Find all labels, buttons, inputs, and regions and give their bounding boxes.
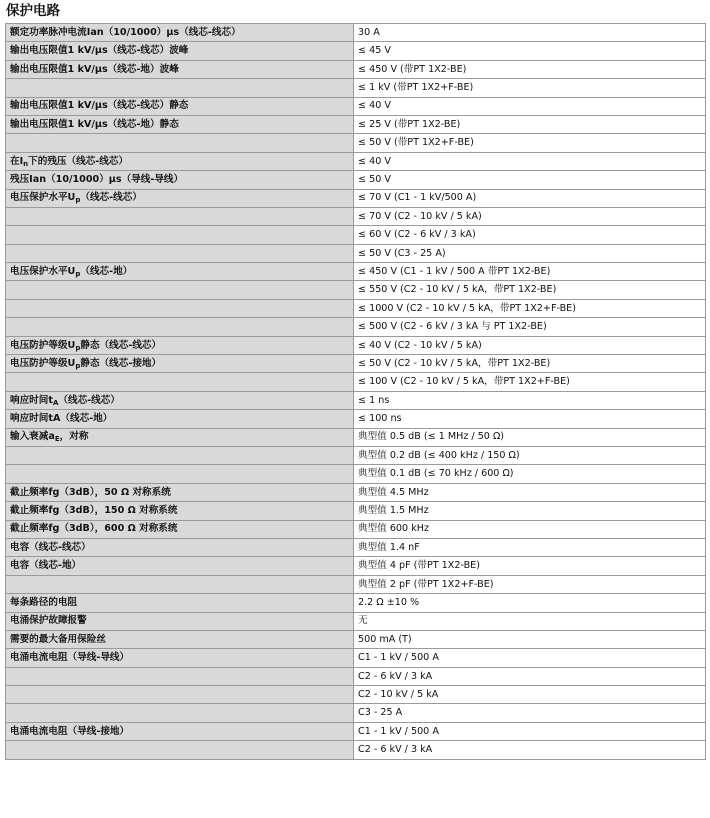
- spec-value: ≤ 50 V (C3 - 25 A): [354, 244, 706, 262]
- spec-value: ≤ 40 V (C2 - 10 kV / 5 kA): [354, 336, 706, 354]
- spec-value: ≤ 1 ns: [354, 391, 706, 409]
- spec-value: 500 mA (T): [354, 630, 706, 648]
- spec-value: 无: [354, 612, 706, 630]
- spec-table: [5, 23, 706, 760]
- spec-label: [6, 336, 354, 354]
- spec-value: 典型值 0.1 dB (≤ 70 kHz / 600 Ω): [354, 465, 706, 483]
- spec-value: ≤ 50 V (C2 - 10 kV / 5 kA，带PT 1X2-BE): [354, 355, 706, 373]
- spec-value: 典型值 0.2 dB (≤ 400 kHz / 150 Ω): [354, 446, 706, 464]
- spec-label-suffix: （线芯-地）: [80, 265, 133, 277]
- spec-value: ≤ 45 V: [354, 42, 706, 60]
- spec-label-subscript: n: [23, 159, 29, 168]
- spec-value: 典型值 4.5 MHz: [354, 483, 706, 501]
- spec-value: ≤ 50 V (带PT 1X2+F-BE): [354, 134, 706, 152]
- spec-label-subscript: p: [75, 343, 81, 352]
- spec-value: C2 - 6 kV / 3 kA: [354, 667, 706, 685]
- table-row: [6, 373, 706, 391]
- table-row: [6, 722, 706, 740]
- spec-label-suffix: 静态（线芯-接地）: [80, 357, 162, 369]
- spec-label: [6, 649, 354, 667]
- spec-value: ≤ 100 ns: [354, 410, 706, 428]
- table-row: [6, 97, 706, 115]
- table-row: [6, 557, 706, 575]
- spec-label: [6, 483, 354, 501]
- spec-value: 典型值 1.4 nF: [354, 538, 706, 556]
- spec-value: ≤ 25 V (带PT 1X2-BE): [354, 115, 706, 133]
- spec-label-suffix: （线芯-线芯）: [58, 394, 120, 406]
- spec-label-text: 电压保护水平U: [10, 265, 76, 277]
- spec-label: [6, 446, 354, 464]
- spec-label-suffix: （线芯-线芯）: [80, 192, 142, 204]
- spec-label-text: 输出电压限值1 kV/μs（线芯-地）波峰: [10, 63, 179, 75]
- table-row: [6, 79, 706, 97]
- spec-value: ≤ 450 V (带PT 1X2-BE): [354, 60, 706, 78]
- table-row: [6, 115, 706, 133]
- table-row: [6, 649, 706, 667]
- table-row: [6, 318, 706, 336]
- spec-label-subscript: p: [75, 269, 81, 278]
- table-row: [6, 741, 706, 759]
- table-row: [6, 465, 706, 483]
- spec-value: ≤ 550 V (C2 - 10 kV / 5 kA，带PT 1X2-BE): [354, 281, 706, 299]
- spec-label: [6, 134, 354, 152]
- table-row: [6, 355, 706, 373]
- spec-label: [6, 24, 354, 42]
- spec-label-text: 电压防护等级U: [10, 357, 76, 369]
- spec-label: [6, 741, 354, 759]
- spec-label: [6, 465, 354, 483]
- spec-value: ≤ 40 V: [354, 97, 706, 115]
- spec-value: ≤ 70 V (C1 - 1 kV/500 A): [354, 189, 706, 207]
- spec-value: 典型值 600 kHz: [354, 520, 706, 538]
- spec-label-text: 响应时间t: [10, 394, 53, 406]
- spec-label-text: 电容（线芯-地）: [10, 560, 82, 572]
- spec-value: 典型值 1.5 MHz: [354, 502, 706, 520]
- table-row: [6, 538, 706, 556]
- spec-label-text: 截止频率fg（3dB），50 Ω 对称系统: [10, 486, 171, 498]
- spec-label-text: 电涌电流电阻（导线-导线）: [10, 652, 130, 664]
- spec-value: C1 - 1 kV / 500 A: [354, 722, 706, 740]
- table-row: [6, 410, 706, 428]
- table-row: [6, 704, 706, 722]
- spec-label-text: 截止频率fg（3dB），600 Ω 对称系统: [10, 523, 178, 535]
- spec-label: [6, 263, 354, 281]
- table-row: [6, 391, 706, 409]
- spec-value: C2 - 10 kV / 5 kA: [354, 686, 706, 704]
- spec-label-text: 电容（线芯-线芯）: [10, 541, 91, 553]
- spec-label: [6, 612, 354, 630]
- spec-label: [6, 97, 354, 115]
- spec-label-subscript: E: [54, 435, 60, 444]
- table-row: [6, 244, 706, 262]
- table-row: [6, 171, 706, 189]
- spec-value: ≤ 1000 V (C2 - 10 kV / 5 kA，带PT 1X2+F-BE): [354, 299, 706, 317]
- spec-label: [6, 722, 354, 740]
- spec-value: C1 - 1 kV / 500 A: [354, 649, 706, 667]
- spec-label-suffix: 静态（线芯-线芯）: [80, 339, 162, 351]
- spec-label: [6, 355, 354, 373]
- table-row: [6, 667, 706, 685]
- spec-value: ≤ 100 V (C2 - 10 kV / 5 kA，带PT 1X2+F-BE): [354, 373, 706, 391]
- table-row: [6, 263, 706, 281]
- spec-value: ≤ 70 V (C2 - 10 kV / 5 kA): [354, 207, 706, 225]
- spec-label: [6, 207, 354, 225]
- spec-label: [6, 226, 354, 244]
- spec-label-subscript: p: [75, 361, 81, 370]
- table-row: [6, 428, 706, 446]
- spec-value: ≤ 450 V (C1 - 1 kV / 500 A 带PT 1X2-BE): [354, 263, 706, 281]
- spec-label: [6, 704, 354, 722]
- spec-value: 30 A: [354, 24, 706, 42]
- spec-label: [6, 244, 354, 262]
- table-row: [6, 60, 706, 78]
- spec-value: C3 - 25 A: [354, 704, 706, 722]
- table-row: [6, 630, 706, 648]
- table-row: [6, 134, 706, 152]
- spec-value: ≤ 40 V: [354, 152, 706, 170]
- spec-label-text: 在I: [10, 155, 24, 167]
- spec-label: [6, 557, 354, 575]
- spec-label-text: 截止频率fg（3dB），150 Ω 对称系统: [10, 505, 178, 517]
- spec-value: ≤ 1 kV (带PT 1X2+F-BE): [354, 79, 706, 97]
- table-row: [6, 446, 706, 464]
- spec-value: ≤ 500 V (C2 - 6 kV / 3 kA 与 PT 1X2-BE): [354, 318, 706, 336]
- spec-label-text: 输出电压限值1 kV/μs（线芯-线芯）静态: [10, 100, 189, 112]
- spec-label: [6, 538, 354, 556]
- spec-value: 典型值 2 pF (带PT 1X2+F-BE): [354, 575, 706, 593]
- spec-label-text: 需要的最大备用保险丝: [10, 633, 106, 645]
- table-row: [6, 207, 706, 225]
- table-row: [6, 42, 706, 60]
- spec-label-suffix: 下的残压（线芯-线芯）: [28, 155, 129, 167]
- spec-label: [6, 42, 354, 60]
- table-row: [6, 612, 706, 630]
- spec-label: [6, 299, 354, 317]
- spec-label: [6, 189, 354, 207]
- spec-value: 典型值 0.5 dB (≤ 1 MHz / 50 Ω): [354, 428, 706, 446]
- spec-label: [6, 502, 354, 520]
- spec-value: ≤ 60 V (C2 - 6 kV / 3 kA): [354, 226, 706, 244]
- spec-label: [6, 115, 354, 133]
- table-row: [6, 336, 706, 354]
- table-row: [6, 686, 706, 704]
- spec-label: [6, 152, 354, 170]
- spec-label: [6, 391, 354, 409]
- spec-label: [6, 373, 354, 391]
- spec-label-text: 电涌保护故障报警: [10, 615, 87, 627]
- spec-label: [6, 428, 354, 446]
- spec-label: [6, 171, 354, 189]
- spec-label-text: 响应时间tA（线芯-地）: [10, 413, 113, 425]
- table-row: [6, 281, 706, 299]
- table-row: [6, 520, 706, 538]
- spec-table-body: [6, 24, 706, 760]
- spec-label-suffix: ，对称: [59, 431, 89, 443]
- spec-label: [6, 79, 354, 97]
- spec-label-text: 电压保护水平U: [10, 192, 76, 204]
- table-row: [6, 299, 706, 317]
- spec-label-text: 残压Ian（10/1000）μs（导线-导线）: [10, 174, 184, 186]
- table-row: [6, 575, 706, 593]
- spec-value: ≤ 50 V: [354, 171, 706, 189]
- spec-label: [6, 281, 354, 299]
- table-row: [6, 594, 706, 612]
- spec-label-text: 每条路径的电阻: [10, 597, 78, 608]
- spec-label: [6, 667, 354, 685]
- spec-label-text: 输入衰减a: [10, 431, 55, 443]
- table-row: [6, 502, 706, 520]
- spec-value: C2 - 6 kV / 3 kA: [354, 741, 706, 759]
- spec-label-subscript: p: [75, 196, 81, 205]
- spec-label: [6, 410, 354, 428]
- spec-label: [6, 630, 354, 648]
- spec-label-text: 输出电压限值1 kV/μs（线芯-线芯）波峰: [10, 45, 189, 57]
- spec-label: [6, 60, 354, 78]
- table-row: [6, 483, 706, 501]
- table-row: [6, 152, 706, 170]
- spec-label: [6, 520, 354, 538]
- spec-label: [6, 686, 354, 704]
- spec-label-subscript: A: [52, 398, 59, 407]
- spec-label: [6, 575, 354, 593]
- spec-label-text: 电压防护等级U: [10, 339, 76, 351]
- spec-label-text: 输出电压限值1 kV/μs（线芯-地）静态: [10, 118, 179, 130]
- table-row: [6, 226, 706, 244]
- spec-label: [6, 318, 354, 336]
- table-row: [6, 189, 706, 207]
- spec-label-text: 额定功率脉冲电流Ian（10/1000）μs（线芯-线芯）: [10, 26, 241, 38]
- spec-value: 典型值 4 pF (带PT 1X2-BE): [354, 557, 706, 575]
- spec-label-text: 电涌电流电阻（导线-接地）: [10, 725, 130, 737]
- spec-value: 2.2 Ω ±10 %: [354, 594, 706, 612]
- spec-label: [6, 594, 354, 612]
- table-row: [6, 24, 706, 42]
- section-title: 保护电路: [6, 3, 60, 19]
